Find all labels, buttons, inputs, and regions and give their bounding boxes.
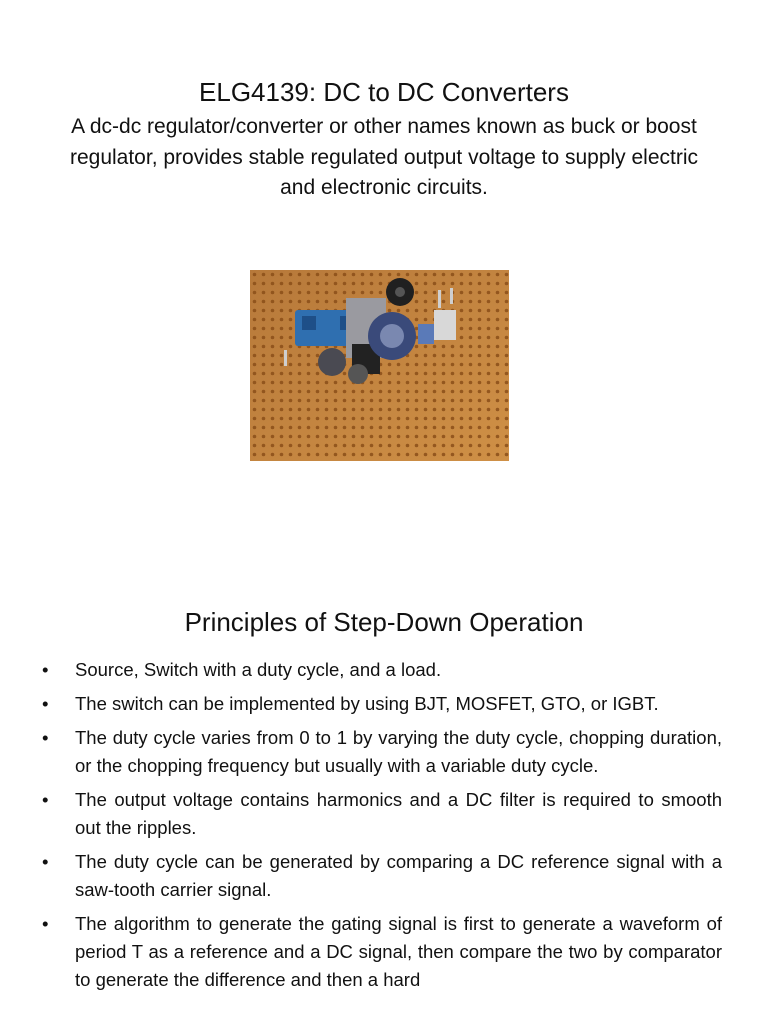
bullet-icon: • <box>42 659 49 680</box>
bullet-text: The duty cycle varies from 0 to 1 by varying the duty cycle, chopping duration, or the chopping frequency but usually with a variable duty cycle. <box>75 727 722 776</box>
slide-2-title: Principles of Step-Down Operation <box>184 607 584 637</box>
bullet-text: Source, Switch with a duty cycle, and a load. <box>75 659 442 680</box>
list-item <box>40 656 722 684</box>
bullet-icon: • <box>42 727 49 748</box>
list-item <box>40 786 722 842</box>
list-item <box>40 910 722 994</box>
bullet-icon: • <box>42 913 49 934</box>
slide-1-title: ELG4139: DC to DC Converters <box>199 77 569 107</box>
list-item <box>40 848 722 904</box>
bullet-list <box>40 656 722 1000</box>
bullet-text: The algorithm to generate the gating signal is first to generate a waveform of period T as a reference and a DC signal, then compare the two by comparator to generate the difference and then a hard <box>75 913 722 990</box>
list-item <box>40 724 722 780</box>
bullet-text: The output voltage contains harmonics and a DC filter is required to smooth out the ripples. <box>75 789 722 838</box>
list-item <box>40 690 722 718</box>
bullet-text: The duty cycle can be generated by comparing a DC reference signal with a saw-tooth carrier signal. <box>75 851 722 900</box>
bullet-text: The switch can be implemented by using BJT, MOSFET, GTO, or IGBT. <box>75 693 659 714</box>
slide-1-subtitle: A dc-dc regulator/converter or other names known as buck or boost regulator, provides stable regulated output voltage to supply electric and electronic circuits. <box>69 115 699 199</box>
circuit-board-photo <box>250 270 509 461</box>
bullet-icon: • <box>42 851 49 872</box>
bullet-icon: • <box>42 693 49 714</box>
bullet-icon: • <box>42 789 49 810</box>
